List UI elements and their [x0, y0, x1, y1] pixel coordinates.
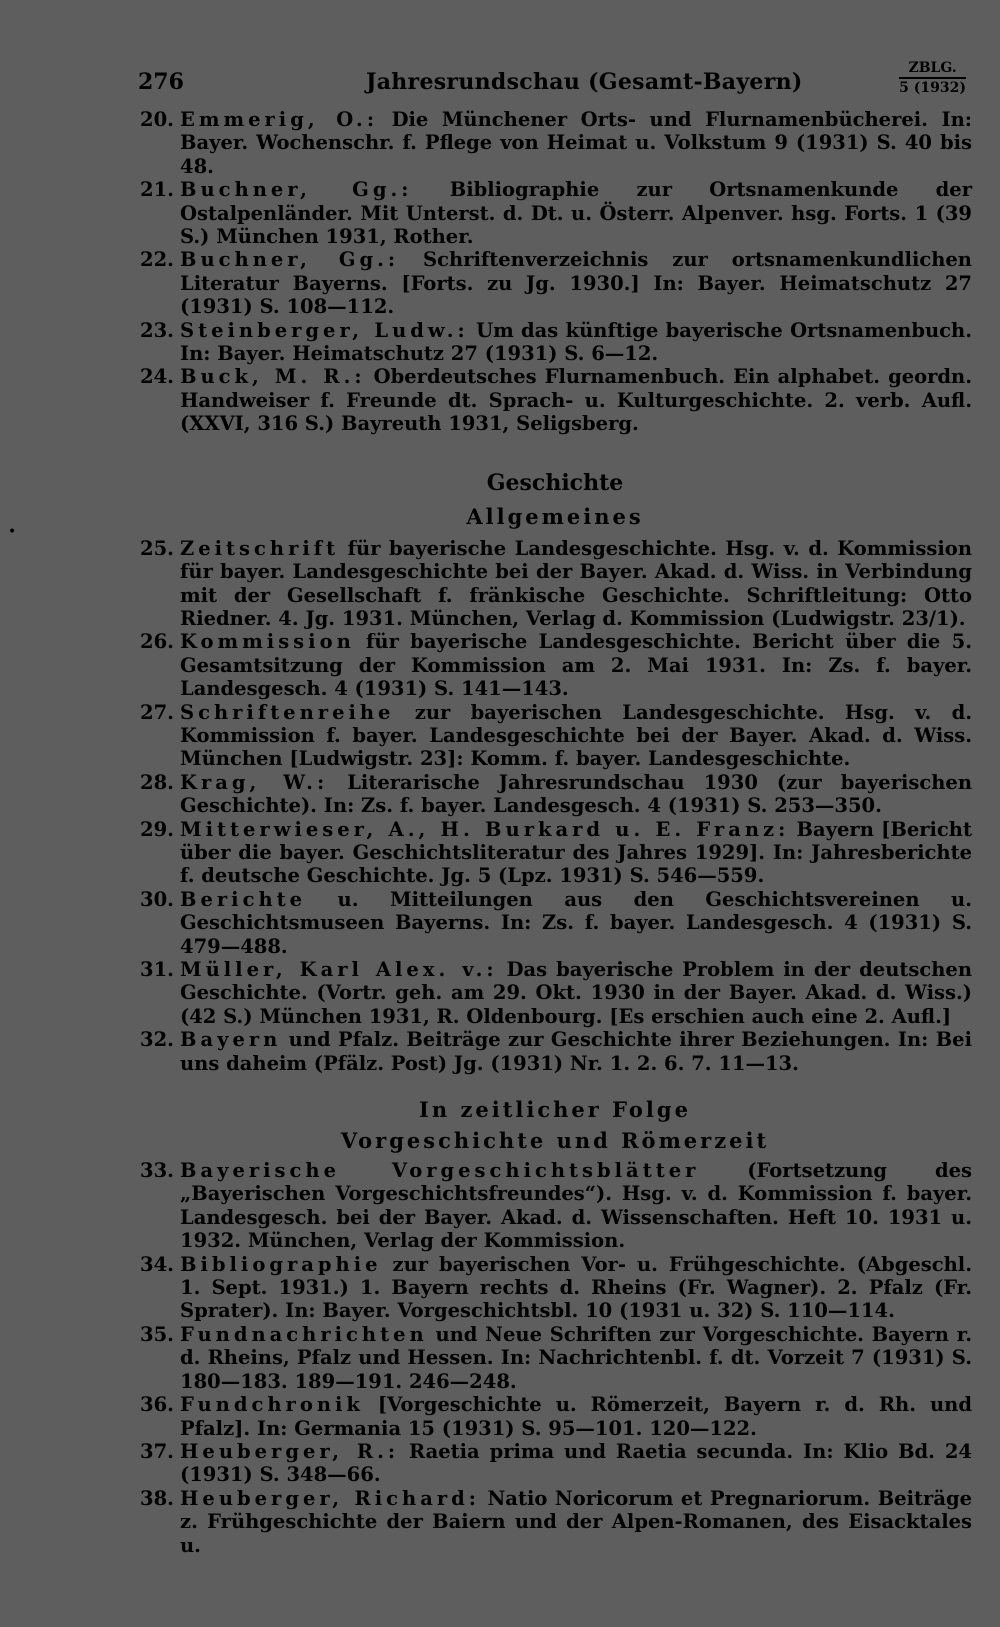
entry-text: Bibliographie zur Ortsnamenkunde der Ostalpenländer. Mit Unterst. d. Dt. u. Österr. Alpenver. hsg. Forts. 1 (39 S.) München 1931, Rother.: [180, 178, 972, 249]
bibliography-entry: [138, 365, 972, 435]
journal-abbr: ZBLG.: [899, 60, 966, 79]
entry-number: 20.: [140, 108, 174, 131]
bibliography-entry: [138, 771, 972, 818]
entry-author: Müller, Karl Alex. v.:: [180, 958, 498, 981]
entry-text: Schriftenverzeichnis zur ortsnamenkundlichen Literatur Bayerns. [Forts. zu Jg. 1930.] In: Bayer. Heimatschutz 27 (1931) S. 108—112.: [180, 248, 972, 319]
entry-author: Steinberger, Ludw.:: [180, 318, 469, 342]
entry-text: Bayern [Bericht über die bayer. Geschichtsliteratur des Jahres 1929]. In: Jahresberichte f. deutsche Geschichte. Jg. 5 (Lpz. 1931) S. 546—559.: [180, 817, 972, 888]
bibliography-entry: [138, 1487, 972, 1557]
entry-author: Heuberger, Richard:: [180, 1486, 480, 1510]
bibliography-entry: [138, 1323, 972, 1393]
bibliography-entry: [138, 1159, 972, 1253]
entry-text: und Neue Schriften zur Vorgeschichte. Bayern r. d. Rheins, Pfalz und Hessen. In: Nachrichtenbl. f. dt. Vorzeit 7 (1931) S. 180—183. 189—191. 246—248.: [180, 1322, 972, 1393]
entry-author: Schriftenreihe: [180, 700, 395, 724]
entry-text: Oberdeutsches Flurnamenbuch. Ein alphabet. geordn. Handweiser f. Freunde dt. Sprach- u. Kulturgeschichte. 2. verb. Aufl. (XXVI, 316 S.) Bayreuth 1931, Seligsberg.: [180, 365, 972, 436]
entry-text: Natio Noricorum et Pregnariorum. Beiträge z. Frühgeschichte der Baiern und der Alpen-Romanen, des Eisacktales u.: [180, 1486, 972, 1557]
entry-author: Zeitschrift: [180, 536, 340, 560]
entry-text: zur bayerischen Vor- u. Frühgeschichte. (Abgeschl. 1. Sept. 1931.) 1. Bayern rechts d. Rheins (Fr. Wagner). 2. Pfalz (Fr. Sprater). In: Bayer. Vorgeschichtsbl. 10 (1931 u. 32) S. 110—114.: [180, 1252, 972, 1323]
entry-number: 32.: [140, 1028, 174, 1052]
running-title: Jahresrundschau (Gesamt-Bayern): [366, 69, 803, 95]
entry-number: 22.: [140, 248, 174, 272]
bibliography-entry: [138, 958, 972, 1028]
bibliography-entry: [138, 108, 972, 178]
entry-text: Um das künftige bayerische Ortsnamenbuch. In: Bayer. Heimatschutz 27 (1931) S. 6—12.: [180, 318, 972, 366]
bibliography-entry: [138, 319, 972, 366]
subsection-heading-chronological: In zeitlicher Folge: [419, 1097, 691, 1123]
entry-number: 26.: [140, 630, 174, 654]
entry-author: Kommission: [180, 630, 355, 654]
entry-author: Emmerig, O.:: [180, 108, 379, 131]
entry-text: Raetia prima und Raetia secunda. In: Klio Bd. 24 (1931) S. 348—66.: [180, 1439, 972, 1487]
entry-number: 24.: [140, 365, 174, 389]
entry-text: u. Mitteilungen aus den Geschichtsvereinen u. Geschichtsmuseen Bayerns. In: Zs. f. bayer. Landesgesch. 4 (1931) S. 479—488.: [180, 887, 972, 958]
subsection-heading-prehistory: Vorgeschichte und Römerzeit: [340, 1128, 770, 1154]
entry-author: Fundchronik: [180, 1393, 364, 1417]
entry-author: Heuberger, R.:: [180, 1439, 400, 1463]
entry-number: 33.: [140, 1159, 174, 1183]
bibliography-entry: [138, 248, 972, 318]
journal-volume: 5 (1932): [899, 80, 966, 96]
entry-number: 38.: [140, 1486, 174, 1510]
entries-prehistory: [138, 1159, 972, 1557]
entry-author: Krag, W.:: [180, 770, 329, 794]
entry-number: 34.: [140, 1252, 174, 1276]
entry-text: für bayerische Landesgeschichte. Hsg. v. d. Kommission für bayer. Landesgeschichte bei der Bayer. Akad. d. Wiss. in Verbindung mit der Gesellschaft f. fränkische Geschichte. Schriftleitung: Otto Riedner. 4. Jg. 1931. München, Verlag d. Kommission (Ludwigstr. 23/1).: [180, 536, 972, 630]
entry-author: Bayern: [180, 1028, 282, 1052]
entry-author: Mitterwieser, A., H. Burkard u. E. Franz:: [180, 817, 790, 841]
entry-number: 27.: [140, 700, 174, 724]
entry-number: 30.: [140, 887, 174, 911]
bibliography-entry: [138, 178, 972, 248]
bibliography-entry: [138, 537, 972, 631]
entries-top: [138, 108, 972, 436]
bibliography-entry: [138, 1028, 972, 1075]
entry-author: Buchner, Gg.:: [180, 178, 413, 202]
bibliography-entry: [138, 888, 972, 958]
entry-text: für bayerische Landesgeschichte. Bericht über die 5. Gesamtsitzung der Kommission am 2. Mai 1931. In: Zs. f. bayer. Landesgesch. 4 (1931) S. 141—143.: [180, 630, 972, 701]
entry-author: Berichte: [180, 887, 307, 911]
entry-number: 36.: [140, 1393, 174, 1417]
entry-number: 23.: [140, 318, 174, 342]
entry-author: Buchner, Gg.:: [180, 248, 400, 272]
bibliography-entry: [138, 701, 972, 771]
entry-number: 29.: [140, 817, 174, 841]
entry-text: Die Münchener Orts- und Flurnamenbücherei. In: Bayer. Wochenschr. f. Pflege von Heimat u. Volkstum 9 (1931) S. 40 bis 48.: [180, 108, 973, 178]
page-number: 276: [138, 69, 184, 95]
entry-number: 35.: [140, 1322, 174, 1346]
entry-text: Literarische Jahresrundschau 1930 (zur bayerischen Geschichte). In: Zs. f. bayer. Landesgesch. 4 (1931) S. 253—350.: [180, 770, 972, 818]
entry-author: Bayerische Vorgeschichtsblätter: [180, 1159, 700, 1183]
entry-author: Fundnachrichten: [180, 1322, 428, 1346]
entry-text: und Pfalz. Beiträge zur Geschichte ihrer Beziehungen. In: Bei uns daheim (Pfälz. Post) Jg. (1931) Nr. 1. 2. 6. 7. 11—13.: [180, 1028, 972, 1075]
entry-number: 28.: [140, 770, 174, 794]
entry-text: Das bayerische Problem in der deutschen Geschichte. (Vortr. geh. am 29. Okt. 1930 in der Bayer. Akad. d. Wiss.) (42 S.) München 1931, R. Oldenbourg. [Es erschien auch eine 2. Aufl.]: [180, 958, 972, 1028]
margin-mark: •: [8, 524, 17, 540]
bibliography-entry: [138, 1393, 972, 1440]
journal-reference: [899, 60, 966, 96]
entry-number: 37.: [140, 1439, 174, 1463]
entry-number: 31.: [140, 958, 174, 981]
entry-text: zur bayerischen Landesgeschichte. Hsg. v. d. Kommission f. bayer. Landesgeschichte bei der Bayer. Akad. d. Wiss. München [Ludwigstr. 23]: Komm. f. bayer. Landesgeschichte.: [180, 700, 972, 771]
page-header: [138, 58, 972, 108]
entries-general: [138, 537, 972, 1075]
subsection-heading-general: Allgemeines: [466, 503, 644, 529]
bibliography-entry: [138, 818, 972, 888]
entry-number: 25.: [140, 536, 174, 560]
entry-number: 21.: [140, 178, 174, 202]
bibliography-entry: [138, 1253, 972, 1323]
section-heading: Geschichte: [486, 469, 624, 496]
bibliography-entry: [138, 1440, 972, 1487]
bibliography-entry: [138, 630, 972, 700]
entry-text: (Fortsetzung des „Bayerischen Vorgeschichtsfreundes“). Hsg. v. d. Kommission f. bayer. Landesgesch. bei der Bayer. Akad. d. Wissenschaften. Heft 10. 1931 u. 1932. München, Verlag der Kommission.: [180, 1159, 972, 1253]
entry-author: Bibliographie: [180, 1252, 382, 1276]
entry-author: Buck, M. R.:: [180, 365, 366, 389]
entry-text: [Vorgeschichte u. Römerzeit, Bayern r. d. Rh. und Pfalz]. In: Germania 15 (1931) S. 95—101. 120—122.: [180, 1393, 972, 1440]
